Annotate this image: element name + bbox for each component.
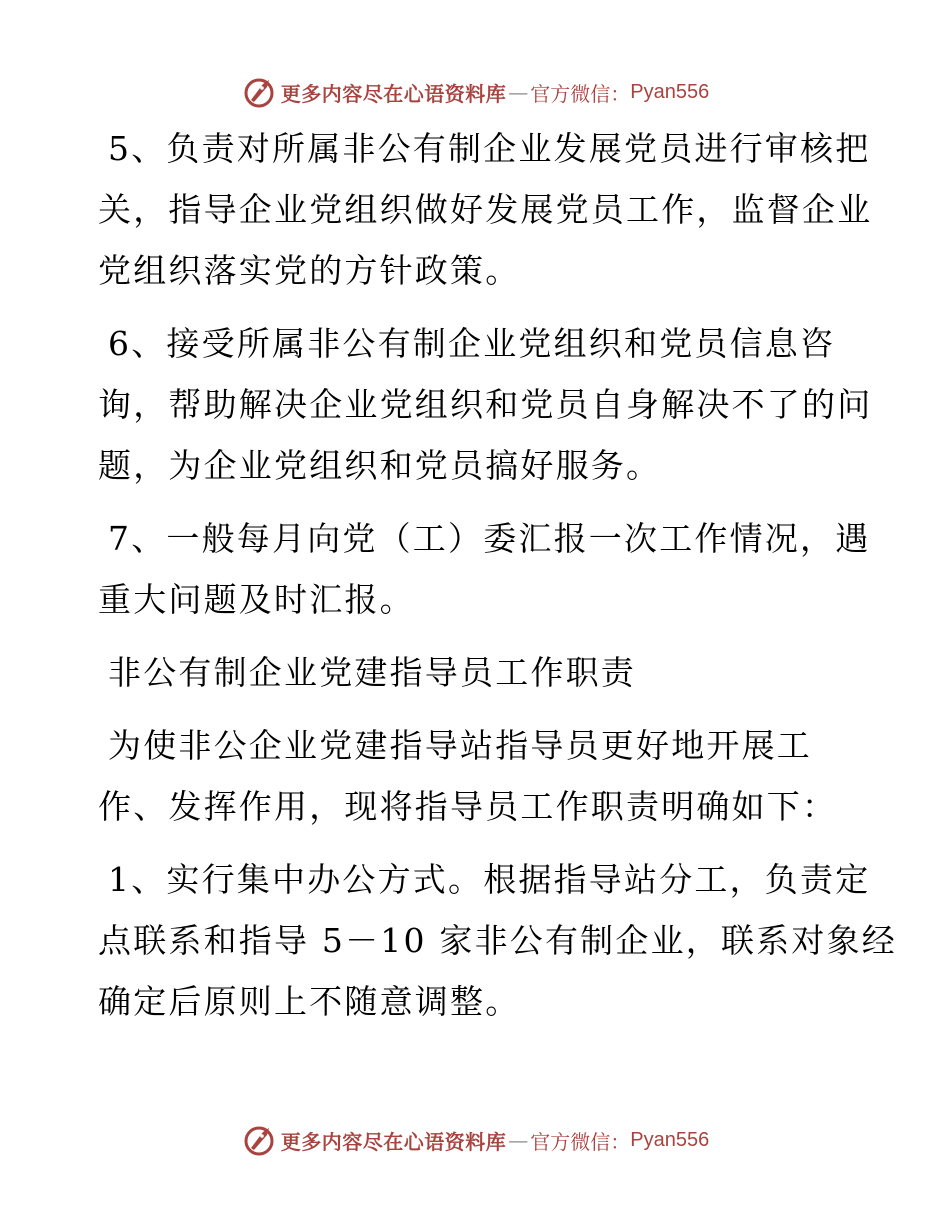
paragraph-item-1 bbox=[98, 849, 897, 1032]
paragraph-item-7 bbox=[98, 508, 871, 630]
paragraph-item-5 bbox=[98, 118, 873, 301]
text-line: 确定后原则上不随意调整。 bbox=[98, 982, 521, 1021]
paragraph-item-6 bbox=[98, 313, 873, 496]
pen-nib-logo-icon bbox=[241, 1122, 277, 1158]
text-line: 关，指导企业党组织做好发展党员工作，监督企业 bbox=[98, 190, 873, 229]
text-line: 点联系和指导 5－10 家非公有制企业，联系对象经 bbox=[98, 921, 897, 960]
text-line: 为使非公企业党建指导站指导员更好地开展工 bbox=[108, 726, 812, 765]
text-line: 询，帮助解决企业党组织和党员自身解决不了的问 bbox=[98, 385, 873, 424]
banner-wechat-account: Pyan556 bbox=[630, 80, 710, 103]
banner-separator: — bbox=[508, 1128, 529, 1152]
banner-wechat-label: 官方微信： bbox=[530, 1129, 631, 1154]
document-body bbox=[98, 118, 897, 1044]
text-line: 重大问题及时汇报。 bbox=[98, 580, 415, 619]
text-line: 党组织落实党的方针政策。 bbox=[98, 251, 521, 290]
text-line: 5、负责对所属非公有制企业发展党员进行审核把 bbox=[108, 129, 871, 168]
text-line: 题，为企业党组织和党员搞好服务。 bbox=[98, 446, 662, 485]
text-line: 1、实行集中办公方式。根据指导站分工，负责定 bbox=[108, 860, 871, 899]
footer-banner bbox=[0, 1120, 950, 1160]
text-line: 作、发挥作用，现将指导员工作职责明确如下： bbox=[98, 787, 838, 826]
banner-wechat-label: 官方微信： bbox=[530, 81, 631, 106]
banner-separator: — bbox=[508, 80, 529, 104]
intro-paragraph bbox=[98, 715, 858, 837]
banner-main-text: 更多内容尽在心语资料库 bbox=[280, 1129, 507, 1154]
banner-wechat-account: Pyan556 bbox=[630, 1128, 710, 1151]
text-line: 6、接受所属非公有制企业党组织和党员信息咨 bbox=[108, 324, 836, 363]
header-banner bbox=[0, 72, 950, 112]
banner-main-text: 更多内容尽在心语资料库 bbox=[280, 81, 507, 106]
pen-nib-logo-icon bbox=[241, 74, 277, 110]
heading-text: 非公有制企业党建指导员工作职责 bbox=[108, 653, 636, 692]
text-line: 7、一般每月向党（工）委汇报一次工作情况，遇 bbox=[108, 519, 871, 558]
section-heading bbox=[98, 642, 858, 703]
